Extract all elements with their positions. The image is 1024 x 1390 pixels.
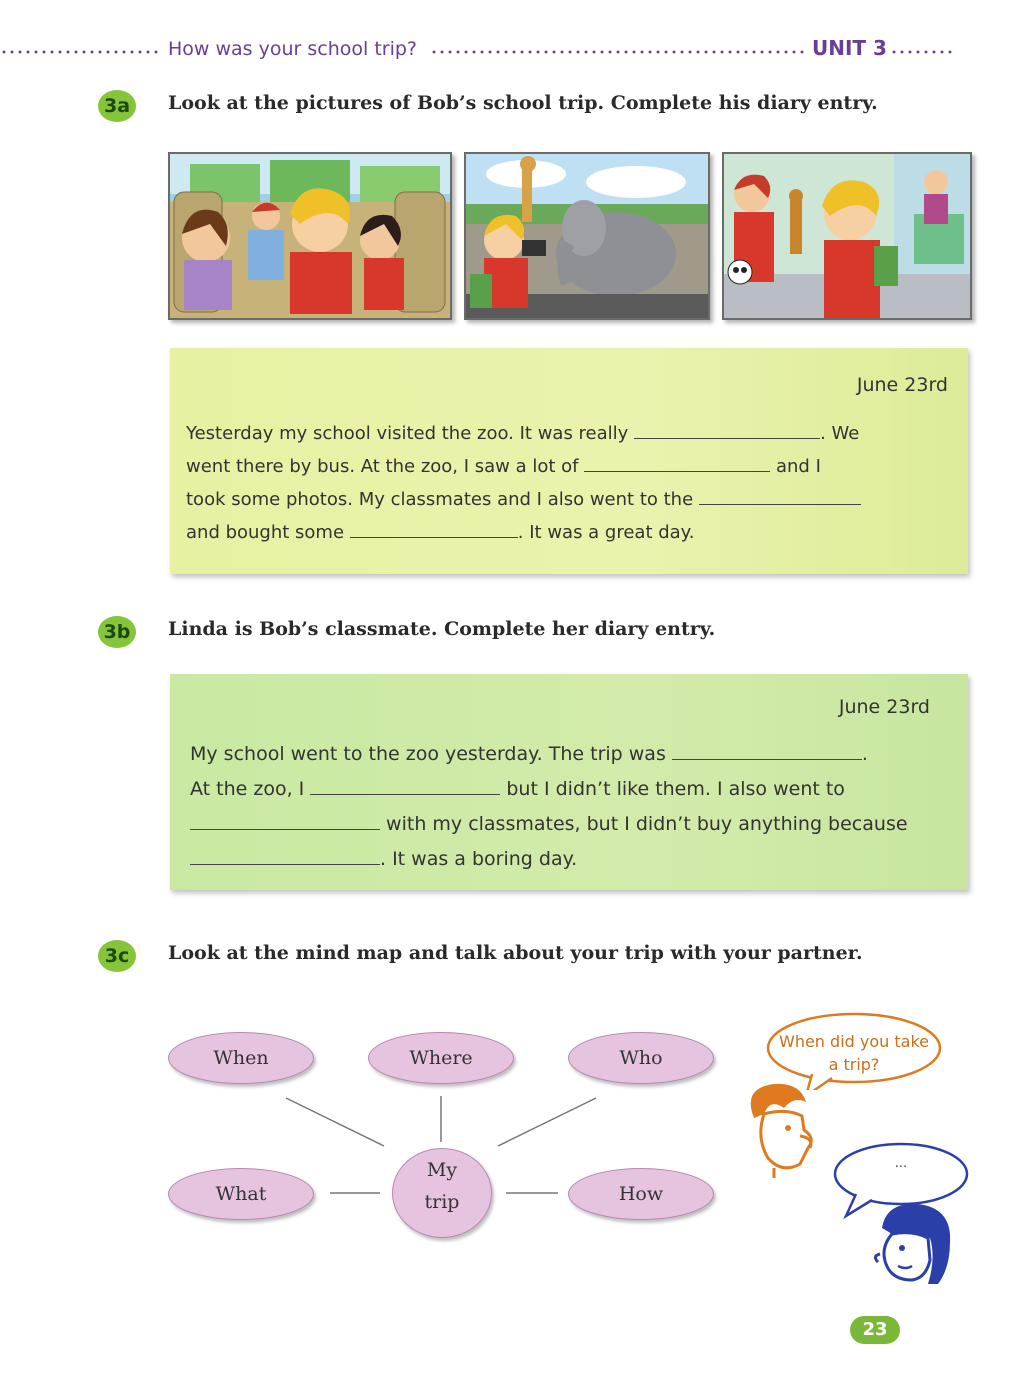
mind-map-node-where: Where — [368, 1032, 514, 1084]
diary-text: My school went to the zoo yesterday. The trip was — [190, 743, 666, 765]
header-unit: UNIT 3 — [812, 36, 887, 60]
instruction-3b: Linda is Bob’s classmate. Complete her diary entry. — [168, 618, 716, 640]
speech-reply-text: ... — [894, 1156, 908, 1171]
speech-question-text: When did you take a trip? — [779, 1032, 929, 1074]
center-word: trip — [424, 1191, 460, 1213]
header-title: How was your school trip? — [168, 38, 418, 60]
instruction-3c: Look at the mind map and talk about your trip with your partner. — [168, 942, 863, 964]
mind-map-node-how: How — [568, 1168, 714, 1220]
mind-map-node-when: When — [168, 1032, 314, 1084]
instruction-3a: Look at the pictures of Bob’s school trip. Complete his diary entry. — [168, 92, 878, 114]
diary-date: June 23rd — [856, 374, 948, 396]
mind-map-node-who: Who — [568, 1032, 714, 1084]
badge-3b: 3b — [98, 616, 136, 648]
badge-3c: 3c — [98, 940, 136, 972]
badge-3a: 3a — [98, 90, 136, 122]
diary-text: . — [861, 743, 868, 765]
diary-text: . It was a great day. — [517, 522, 695, 543]
center-word: My — [426, 1159, 458, 1181]
mind-map-center-my-trip — [392, 1148, 492, 1238]
mind-map-node-what: What — [168, 1168, 314, 1220]
page-number: 23 — [850, 1316, 900, 1344]
diary-text: Yesterday my school visited the zoo. It was really — [186, 423, 629, 444]
diary-text: with my classmates, but I didn’t buy anything because — [386, 813, 908, 835]
diary-text: but I didn’t like them. I also went to — [506, 778, 845, 800]
diary-text: . We — [820, 423, 860, 444]
diary-text: At the zoo, I — [190, 778, 305, 800]
diary-text: took some photos. My classmates and I also went to the — [186, 489, 694, 510]
diary-text: and bought some — [186, 522, 345, 543]
diary-text: and I — [775, 456, 821, 477]
diary-text: . It was a boring day. — [380, 848, 578, 870]
blue-girl-illustration — [862, 1198, 958, 1290]
diary-text: went there by bus. At the zoo, I saw a lot of — [186, 456, 579, 477]
diary-date: June 23rd — [838, 696, 930, 718]
orange-boy-illustration — [734, 1078, 824, 1178]
